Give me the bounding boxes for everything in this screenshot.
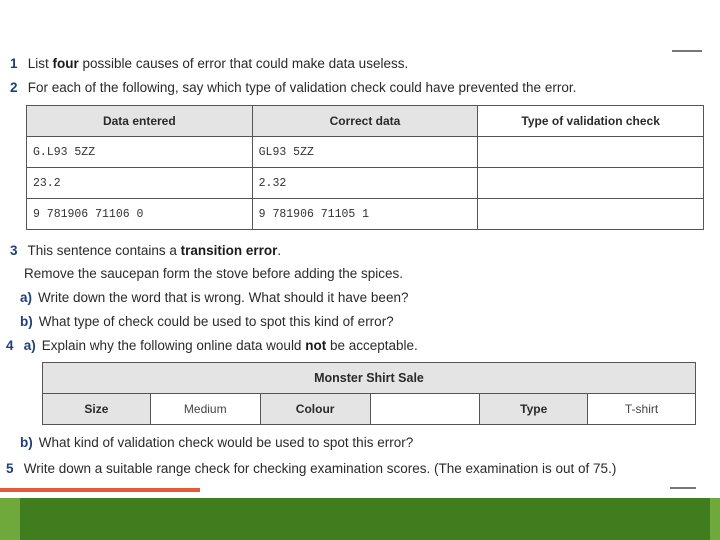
sub-question-label: b): [20, 314, 33, 329]
question-3a: [20, 289, 408, 307]
validation-table: [26, 105, 704, 230]
corner-mark: [670, 487, 696, 489]
header-validation-type: Type of validation check: [478, 106, 704, 137]
footer-bar: [0, 498, 720, 540]
footer-inner-bar: [20, 498, 710, 540]
question-2: [10, 79, 576, 97]
answer-cell[interactable]: [478, 137, 704, 168]
question-3b: [20, 313, 394, 331]
sub-question-label: b): [20, 435, 33, 450]
question-text: .: [277, 243, 282, 258]
sub-question-label: a): [23, 338, 36, 353]
label-size: Size: [43, 394, 151, 425]
question-text: Write down a suitable range check for checking examination scores. (The examination is out of 75.): [23, 461, 617, 476]
sub-question-label: a): [20, 290, 33, 305]
cell-correct-data: GL93 5ZZ: [252, 137, 478, 168]
question-text: possible causes of error that could make data useless.: [78, 56, 409, 71]
question-number: 1: [10, 56, 18, 71]
question-text: Explain why the following online data would: [41, 338, 306, 353]
question-number: 4: [6, 338, 14, 353]
question-text: List: [27, 56, 53, 71]
question-text: What type of check could be used to spot this kind of error?: [38, 314, 394, 329]
table-row: [43, 394, 696, 425]
question-emphasis: not: [305, 338, 327, 353]
question-text: For each of the following, say which type of validation check could have prevented the error.: [27, 80, 577, 95]
value-type: T-shirt: [588, 394, 696, 425]
cell-correct-data: 9 781906 71105 1: [252, 199, 478, 230]
example-sentence: Remove the saucepan form the stove before adding the spices.: [24, 266, 403, 281]
question-text: What kind of validation check would be used to spot this error?: [38, 435, 414, 450]
header-correct-data: Correct data: [252, 106, 478, 137]
question-text: be acceptable.: [326, 338, 418, 353]
header-data-entered: Data entered: [27, 106, 253, 137]
cell-data-entered: 9 781906 71106 0: [27, 199, 253, 230]
table-header-row: [27, 106, 704, 137]
value-size: Medium: [150, 394, 260, 425]
table-row: [27, 168, 704, 199]
question-5: [6, 460, 616, 478]
table-row: [27, 199, 704, 230]
question-emphasis: transition error: [180, 243, 278, 258]
value-colour: [370, 394, 480, 425]
answer-cell[interactable]: [478, 168, 704, 199]
cell-data-entered: 23.2: [27, 168, 253, 199]
table-row: [27, 137, 704, 168]
question-text: This sentence contains a: [27, 243, 181, 258]
table-title: Monster Shirt Sale: [43, 363, 696, 394]
corner-mark: [672, 50, 702, 52]
table-title-row: [43, 363, 696, 394]
cell-correct-data: 2.32: [252, 168, 478, 199]
answer-cell[interactable]: [478, 199, 704, 230]
question-number: 2: [10, 80, 18, 95]
red-divider: [0, 488, 200, 492]
question-text: Write down the word that is wrong. What should it have been?: [38, 290, 409, 305]
label-colour: Colour: [260, 394, 370, 425]
question-3: [10, 242, 281, 260]
question-number: 5: [6, 461, 14, 476]
cell-data-entered: G.L93 5ZZ: [27, 137, 253, 168]
question-4b: [20, 434, 413, 452]
question-number: 3: [10, 243, 18, 258]
question-1: [10, 55, 408, 73]
question-emphasis: four: [52, 56, 79, 71]
question-4a: [6, 337, 418, 355]
label-type: Type: [480, 394, 588, 425]
shirt-sale-table: [42, 362, 696, 425]
